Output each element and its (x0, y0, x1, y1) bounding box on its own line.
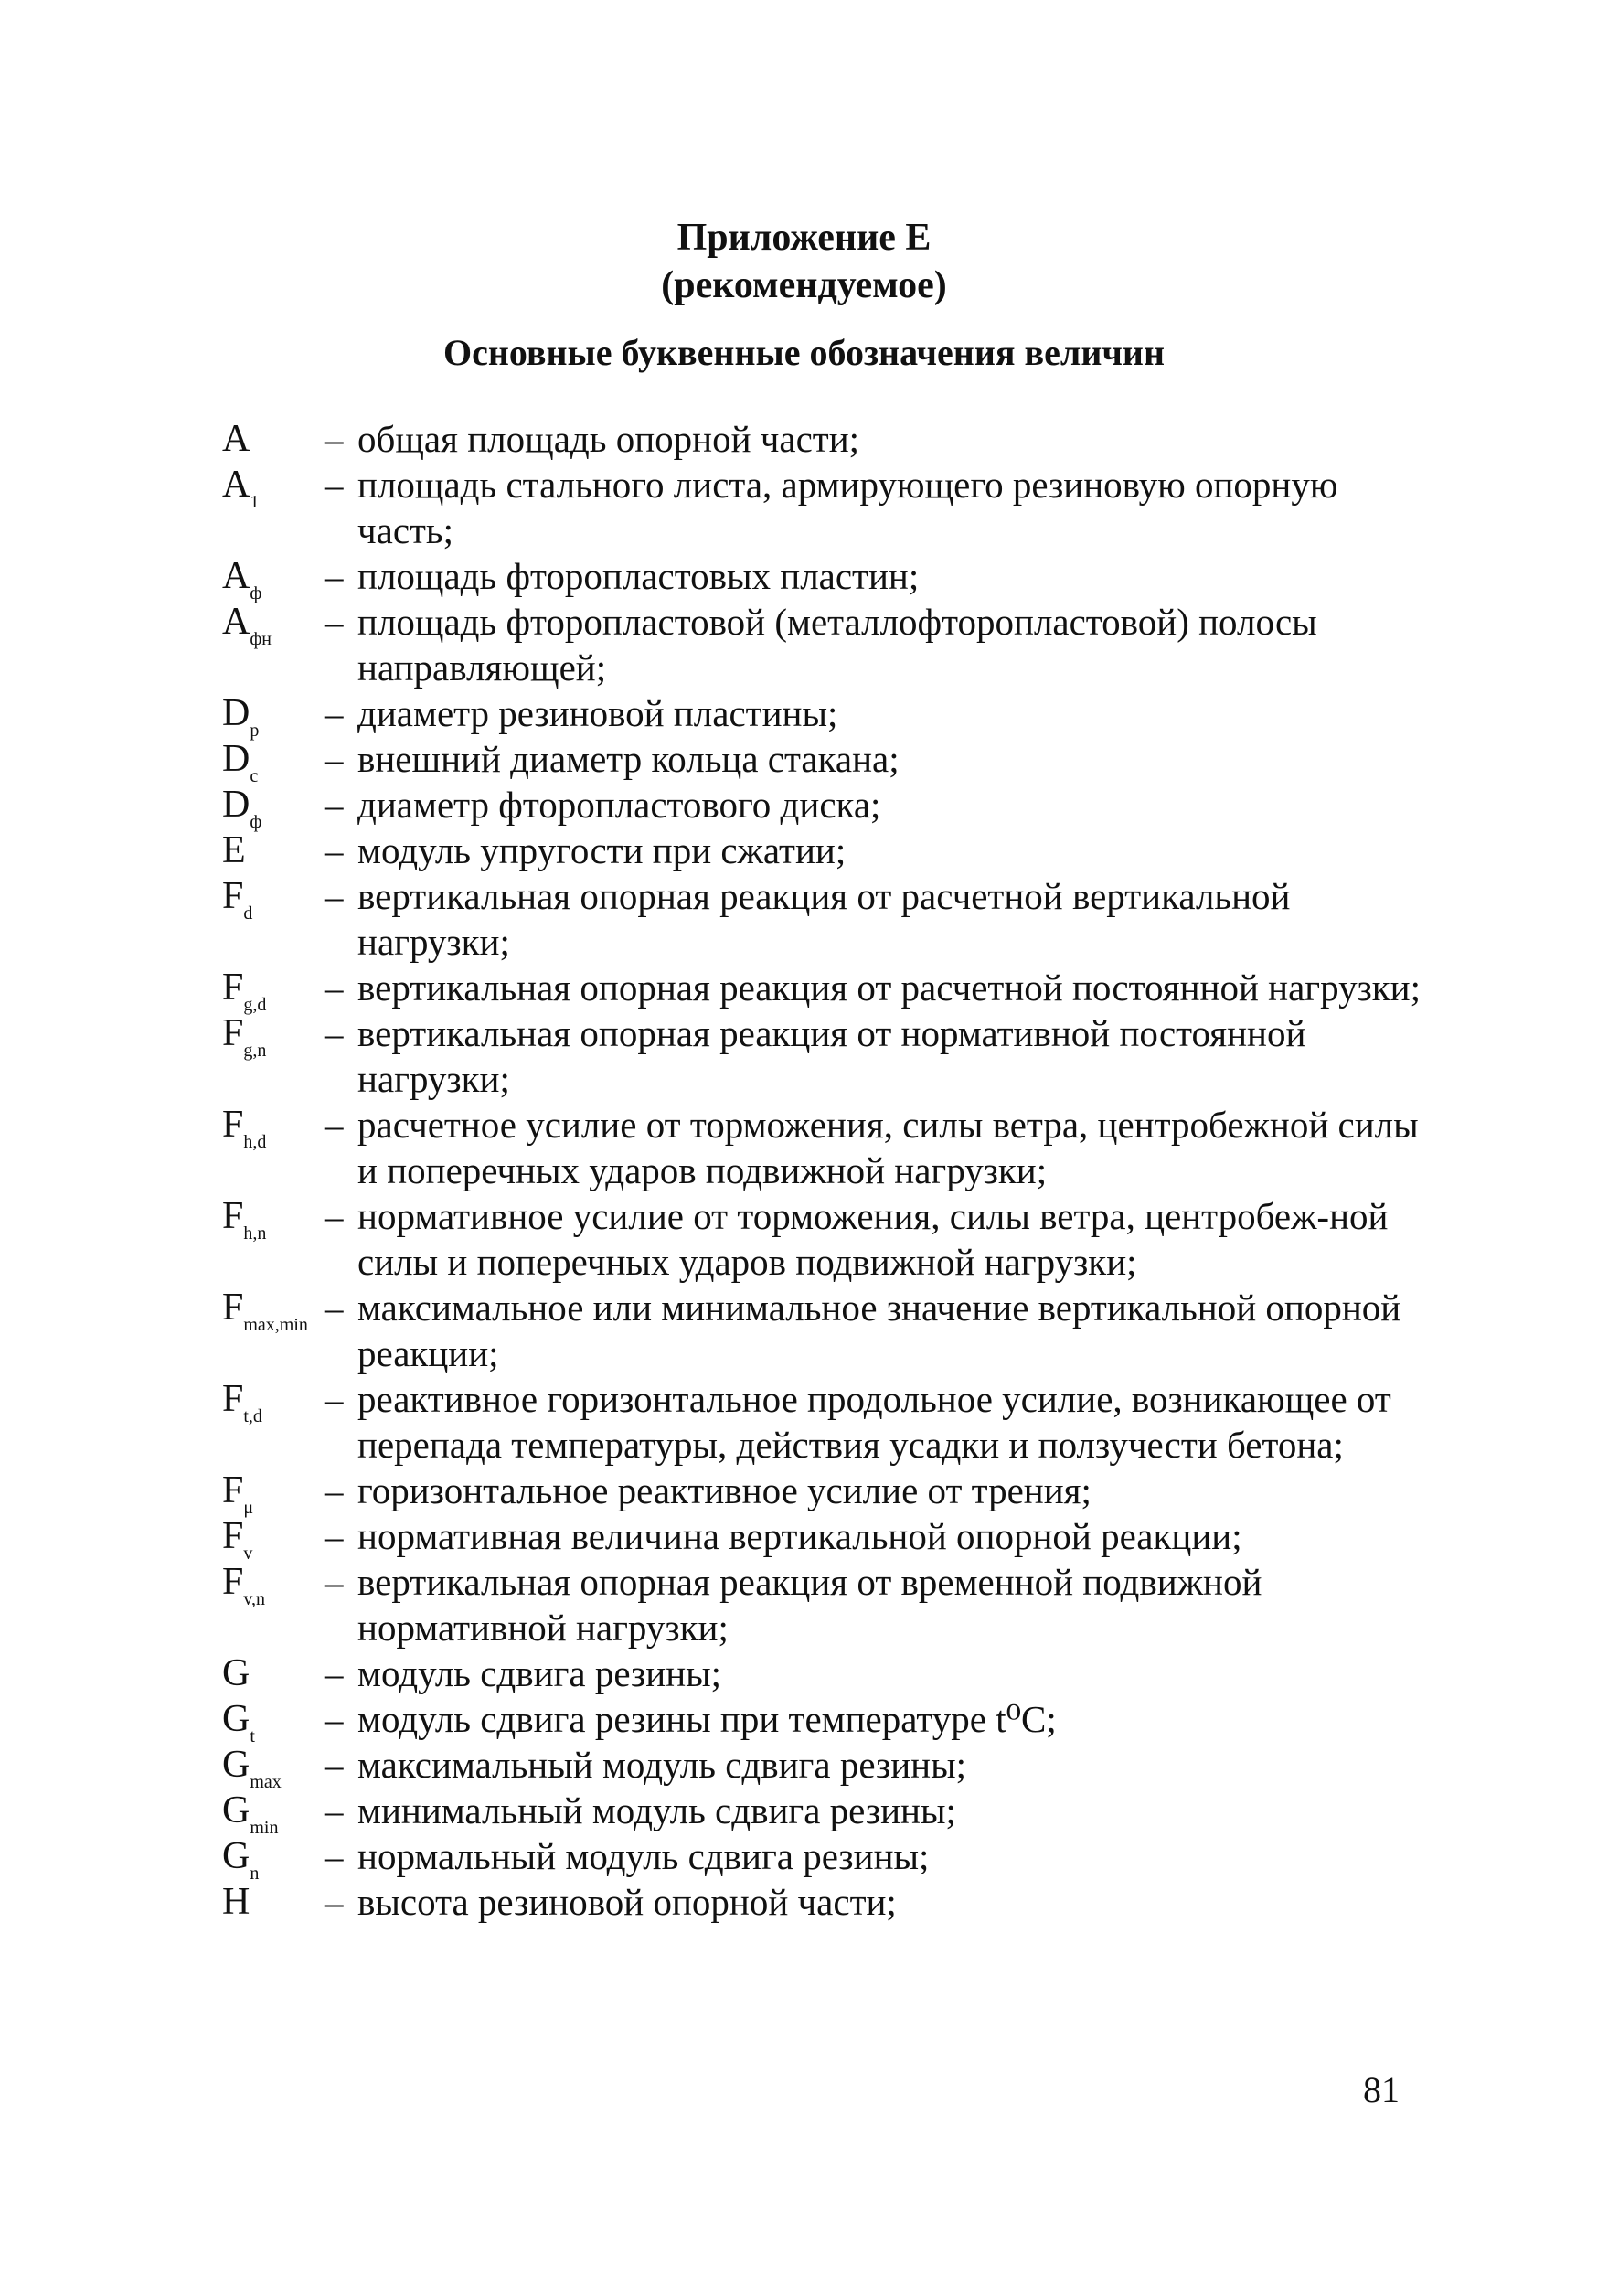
dash-separator: – (325, 1789, 344, 1831)
definition (325, 1193, 1438, 1285)
symbol-subscript: c (250, 766, 259, 786)
symbol-subscript: фн (250, 629, 272, 649)
dash-separator: – (325, 418, 344, 460)
dash-separator: – (325, 692, 344, 734)
dash-separator: – (325, 1104, 344, 1146)
glossary-entry (222, 1468, 1438, 1518)
symbol-subscript: d (243, 903, 253, 924)
definition-text: внешний диаметр кольца стакана; (357, 738, 900, 780)
definition (325, 1559, 1438, 1650)
definition-text: площадь фторопластовой (металлофторопластовой) полосы направляющей; (357, 601, 1317, 689)
glossary-entry (222, 416, 1438, 462)
dash-separator: – (325, 875, 344, 917)
symbol (222, 1559, 325, 1609)
definition (325, 828, 1438, 873)
dash-separator: – (325, 1515, 344, 1557)
dash-separator: – (325, 601, 344, 643)
symbol-base: G (222, 1835, 250, 1877)
symbol (222, 462, 325, 512)
symbol-base: G (222, 1789, 250, 1831)
definition-text: площадь фторопластовых пластин; (357, 555, 920, 597)
definition-text: горизонтальное реактивное усилие от трения; (357, 1469, 1092, 1511)
symbol-base: G (222, 1744, 250, 1786)
definition (325, 1788, 1438, 1833)
symbol-base: F (222, 1012, 244, 1054)
glossary-entry (222, 828, 1438, 873)
definition (325, 1102, 1438, 1193)
symbol-subscript: g,d (243, 995, 267, 1015)
dash-separator: – (325, 738, 344, 780)
dash-separator: – (325, 1698, 344, 1740)
dash-separator: – (325, 555, 344, 597)
glossary-entry (222, 1696, 1438, 1746)
symbol-subscript: t,d (243, 1406, 262, 1426)
symbol (222, 736, 325, 786)
definition (325, 1696, 1438, 1742)
symbol-base: H (222, 1881, 250, 1923)
symbol (222, 1879, 325, 1925)
symbol (222, 1788, 325, 1838)
symbol (222, 690, 325, 741)
symbol (222, 416, 325, 462)
glossary-entry (222, 1193, 1438, 1285)
symbol (222, 1833, 325, 1884)
definition-text: расчетное усилие от торможения, силы ветра, центробежной силы и поперечных ударов подвижной нагрузки; (357, 1104, 1419, 1191)
glossary-entry (222, 1650, 1438, 1696)
symbol-subscript: v (243, 1543, 253, 1564)
glossary-entry (222, 1102, 1438, 1193)
dash-separator: – (325, 829, 344, 871)
definition-text: вертикальная опорная реакция от расчетной постоянной нагрузки; (357, 966, 1422, 1009)
symbol-base: F (222, 1515, 244, 1557)
symbol-base: F (222, 1378, 244, 1420)
dash-separator: – (325, 464, 344, 506)
glossary-entry (222, 1010, 1438, 1102)
symbol (222, 599, 325, 649)
symbol (222, 1010, 325, 1061)
dash-separator: – (325, 1835, 344, 1877)
definition-text: вертикальная опорная реакция от временной подвижной нормативной нагрузки; (357, 1561, 1262, 1649)
symbol-subscript: v,n (243, 1589, 266, 1609)
definition (325, 1833, 1438, 1879)
dash-separator: – (325, 1195, 344, 1237)
symbol-base: E (222, 829, 246, 871)
symbol-base: G (222, 1698, 250, 1740)
symbol (222, 1742, 325, 1792)
definition-text: диаметр резиновой пластины; (357, 692, 838, 734)
definition (325, 1742, 1438, 1788)
definition-text: вертикальная опорная реакция от нормативной постоянной нагрузки; (357, 1012, 1306, 1100)
glossary-entry (222, 1559, 1438, 1650)
dash-separator: – (325, 1652, 344, 1694)
dash-separator: – (325, 966, 344, 1009)
definition (325, 416, 1438, 462)
symbol-base: A (222, 418, 250, 460)
symbol-base: F (222, 1561, 244, 1603)
symbol-base: F (222, 1287, 244, 1329)
page-number: 81 (1363, 2069, 1400, 2110)
symbol-base: D (222, 692, 250, 734)
definition (325, 1010, 1438, 1102)
dash-separator: – (325, 1744, 344, 1786)
definition-text: общая площадь опорной части; (357, 418, 860, 460)
symbol (222, 1193, 325, 1244)
symbol-base: A (222, 555, 250, 597)
symbol-base: A (222, 464, 250, 506)
symbol-subscript: t (250, 1726, 255, 1746)
appendix-kind: (рекомендуемое) (661, 264, 947, 306)
symbol-base: A (222, 601, 250, 643)
glossary-entry (222, 1879, 1438, 1925)
definition (325, 1650, 1438, 1696)
glossary-entry (222, 690, 1438, 741)
definition-text: модуль упругости при сжатии; (357, 829, 847, 871)
dash-separator: – (325, 784, 344, 826)
glossary-entry (222, 736, 1438, 786)
definition (325, 1468, 1438, 1513)
glossary-entry (222, 1513, 1438, 1564)
definition-text: минимальный модуль сдвига резины; (357, 1789, 956, 1831)
definition-text: площадь стального листа, армирующего резиновую опорную часть; (357, 464, 1338, 551)
definition (325, 1513, 1438, 1559)
glossary-entry (222, 599, 1438, 690)
symbol (222, 873, 325, 924)
definition-text: максимальное или минимальное значение вертикальной опорной реакции; (357, 1287, 1401, 1374)
definition-text: нормативная величина вертикальной опорной реакции; (357, 1515, 1242, 1557)
dash-separator: – (325, 1561, 344, 1603)
symbol-base: F (222, 1469, 244, 1511)
appendix-heading: Приложение Е (676, 217, 932, 259)
symbol-base: F (222, 875, 244, 917)
glossary-entry (222, 1742, 1438, 1792)
definition (325, 965, 1438, 1010)
glossary-entry (222, 1376, 1438, 1468)
symbol-subscript: p (250, 721, 260, 741)
symbol-base: G (222, 1652, 250, 1694)
symbol-subscript: max (250, 1772, 282, 1792)
glossary-entry (222, 462, 1438, 553)
symbol-base: F (222, 1104, 244, 1146)
definition (325, 736, 1438, 782)
dash-separator: – (325, 1469, 344, 1511)
definition-text: высота резиновой опорной части; (357, 1881, 897, 1923)
definition-text: реактивное горизонтальное продольное усилие, возникающее от перепада температуры, действия усадки и ползучести бетона; (357, 1378, 1391, 1466)
symbol-subscript: min (250, 1818, 279, 1838)
symbol-base: D (222, 738, 250, 780)
symbol-subscript: max,min (243, 1315, 308, 1335)
definition (325, 1285, 1438, 1376)
symbol (222, 1513, 325, 1564)
symbol (222, 1650, 325, 1696)
symbol-subscript: g,n (243, 1041, 267, 1061)
definition-text: максимальный модуль сдвига резины; (357, 1744, 967, 1786)
glossary-entry (222, 1285, 1438, 1376)
section-title: Основные буквенные обозначения величин (442, 332, 1166, 373)
symbol-glossary (222, 416, 1438, 1925)
definition-text: диаметр фторопластового диска; (357, 784, 881, 826)
symbol (222, 553, 325, 603)
glossary-entry (222, 1833, 1438, 1884)
definition-text: модуль сдвига резины; (357, 1652, 722, 1694)
symbol-subscript: ф (250, 583, 262, 603)
symbol-subscript: h,d (243, 1132, 267, 1152)
definition (325, 1879, 1438, 1925)
definition (325, 782, 1438, 828)
definition (325, 462, 1438, 553)
symbol-base: D (222, 784, 250, 826)
definition-text: нормальный модуль сдвига резины; (357, 1835, 930, 1877)
glossary-entry (222, 553, 1438, 603)
symbol-subscript: 1 (250, 492, 260, 512)
symbol (222, 1696, 325, 1746)
symbol (222, 1468, 325, 1518)
symbol (222, 1285, 325, 1335)
dash-separator: – (325, 1881, 344, 1923)
definition (325, 553, 1438, 599)
glossary-entry (222, 782, 1438, 832)
definition-text: вертикальная опорная реакция от расчетной вертикальной нагрузки; (357, 875, 1291, 963)
symbol-subscript: ф (250, 812, 262, 832)
definition (325, 599, 1438, 690)
dash-separator: – (325, 1287, 344, 1329)
definition-text: модуль сдвига резины при температуре t⁰C; (357, 1698, 1057, 1740)
symbol (222, 782, 325, 832)
definition (325, 1376, 1438, 1468)
symbol (222, 1376, 325, 1426)
symbol (222, 828, 325, 873)
symbol-subscript: n (250, 1863, 260, 1884)
dash-separator: – (325, 1378, 344, 1420)
symbol (222, 1102, 325, 1152)
definition-text: нормативное усилие от торможения, силы ветра, центробеж-ной силы и поперечных ударов подвижной нагрузки; (357, 1195, 1389, 1283)
symbol (222, 965, 325, 1015)
glossary-entry (222, 1788, 1438, 1838)
glossary-entry (222, 873, 1438, 965)
symbol-base: F (222, 1195, 244, 1237)
definition (325, 690, 1438, 736)
dash-separator: – (325, 1012, 344, 1054)
symbol-subscript: h,n (243, 1223, 267, 1244)
definition (325, 873, 1438, 965)
symbol-subscript: μ (243, 1498, 254, 1518)
symbol-base: F (222, 966, 244, 1009)
glossary-entry (222, 965, 1438, 1015)
